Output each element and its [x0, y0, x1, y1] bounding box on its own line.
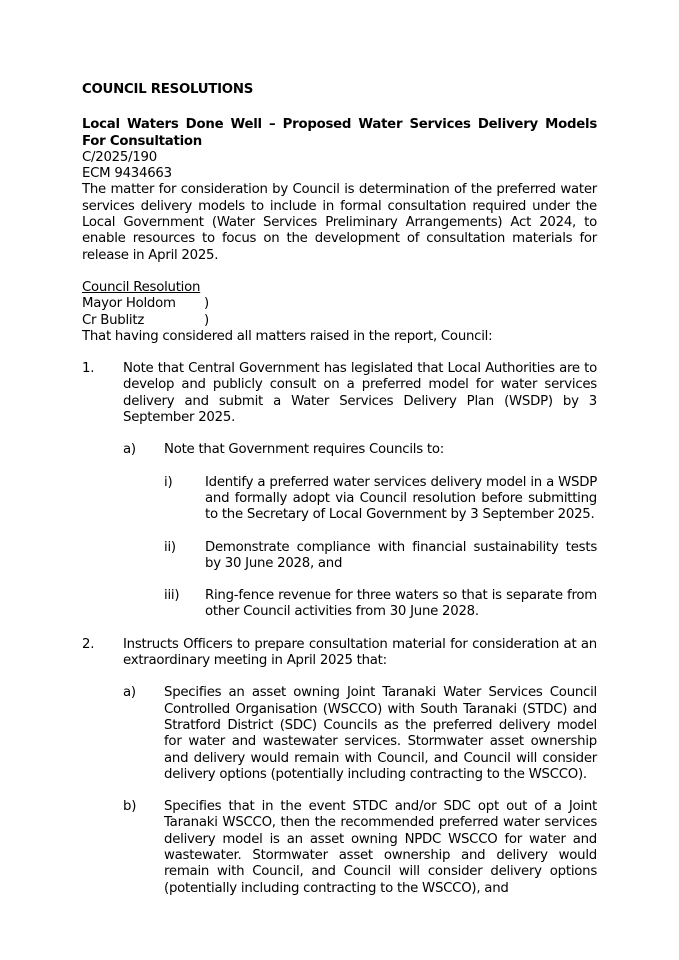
- sub-item-label: a): [123, 685, 136, 701]
- ecm-number: ECM 9434663: [82, 166, 172, 182]
- sub-sub-item-label: ii): [164, 539, 176, 555]
- resolution-intro: That having considered all matters raised in the report, Council:: [82, 328, 493, 344]
- mover-bracket: ): [204, 296, 209, 312]
- seconder-row: [82, 313, 597, 329]
- sub-sub-item: [82, 540, 597, 573]
- sub-sub-item: [82, 475, 597, 524]
- item-summary: The matter for consideration by Council is determination of the preferred water services delivery models to include in formal consultation required under the Local Government (Water Services Preliminary Arrangements) Act 2024, to enable resources to focus on the development of consultation materials for release in April 2025.: [82, 182, 597, 263]
- sub-item: [82, 442, 597, 458]
- sub-item-label: b): [123, 799, 137, 815]
- sub-sub-item-label: iii): [164, 588, 180, 604]
- sub-item-label: a): [123, 442, 136, 458]
- sub-item: [82, 799, 597, 897]
- resolution-item: [82, 637, 597, 670]
- item-title: Local Waters Done Well – Proposed Water Services Delivery Models For Consultation: [82, 117, 597, 149]
- sub-sub-item-label: i): [164, 474, 173, 490]
- item-text: Note that Central Government has legislated that Local Authorities are to develop and publicly consult on a preferred model for water services delivery and submit a Water Services Delivery Plan (WSDP) by 3 September 2025.: [123, 361, 597, 426]
- mover-row: [82, 296, 597, 312]
- sub-item-text: Note that Government requires Councils to:: [164, 442, 444, 458]
- resolution-label: Council Resolution: [82, 279, 201, 295]
- document-page: [82, 82, 597, 897]
- sub-sub-item-text: Identify a preferred water services delivery model in a WSDP and formally adopt via Council resolution before submitting to the Secretary of Local Government by 3 September 2025.: [205, 474, 597, 523]
- item-number: 2.: [82, 636, 95, 652]
- sub-sub-item-text: Ring-fence revenue for three waters so that is separate from other Council activities from 30 June 2028.: [205, 588, 597, 620]
- item-number: 1.: [82, 361, 95, 377]
- item-text: Instructs Officers to prepare consultation material for consideration at an extraordinary meeting in April 2025 that:: [123, 636, 597, 669]
- sub-sub-item-text: Demonstrate compliance with financial sustainability tests by 30 June 2028, and: [205, 539, 597, 571]
- sub-sub-item: [82, 588, 597, 621]
- mover-name: Mayor Holdom: [82, 296, 176, 312]
- sub-item-text: Specifies an asset owning Joint Taranaki Water Services Council Controlled Organisation (WSCCO) with South Taranaki (STDC) and Stratford District (SDC) Councils as the preferred delivery model for water and wastewater services. Stormwater asset ownership and delivery would remain with Council, and Council will consider delivery options (potentially including contracting to the WSCCO).: [164, 685, 597, 782]
- sub-item: [82, 685, 597, 783]
- seconder-name: Cr Bublitz: [82, 312, 145, 328]
- section-heading: COUNCIL RESOLUTIONS: [82, 82, 254, 97]
- seconder-bracket: ): [204, 312, 209, 328]
- sub-item-text: Specifies that in the event STDC and/or SDC opt out of a Joint Taranaki WSCCO, then the recommended preferred water services delivery model is an asset owning NPDC WSCCO for water and wastewater. Stormwater asset ownership and delivery would remain with Council, and Council will consider delivery options (potentially including contracting to the WSCCO), and: [164, 799, 597, 896]
- reference-number: C/2025/190: [82, 149, 157, 165]
- resolution-item: [82, 361, 597, 426]
